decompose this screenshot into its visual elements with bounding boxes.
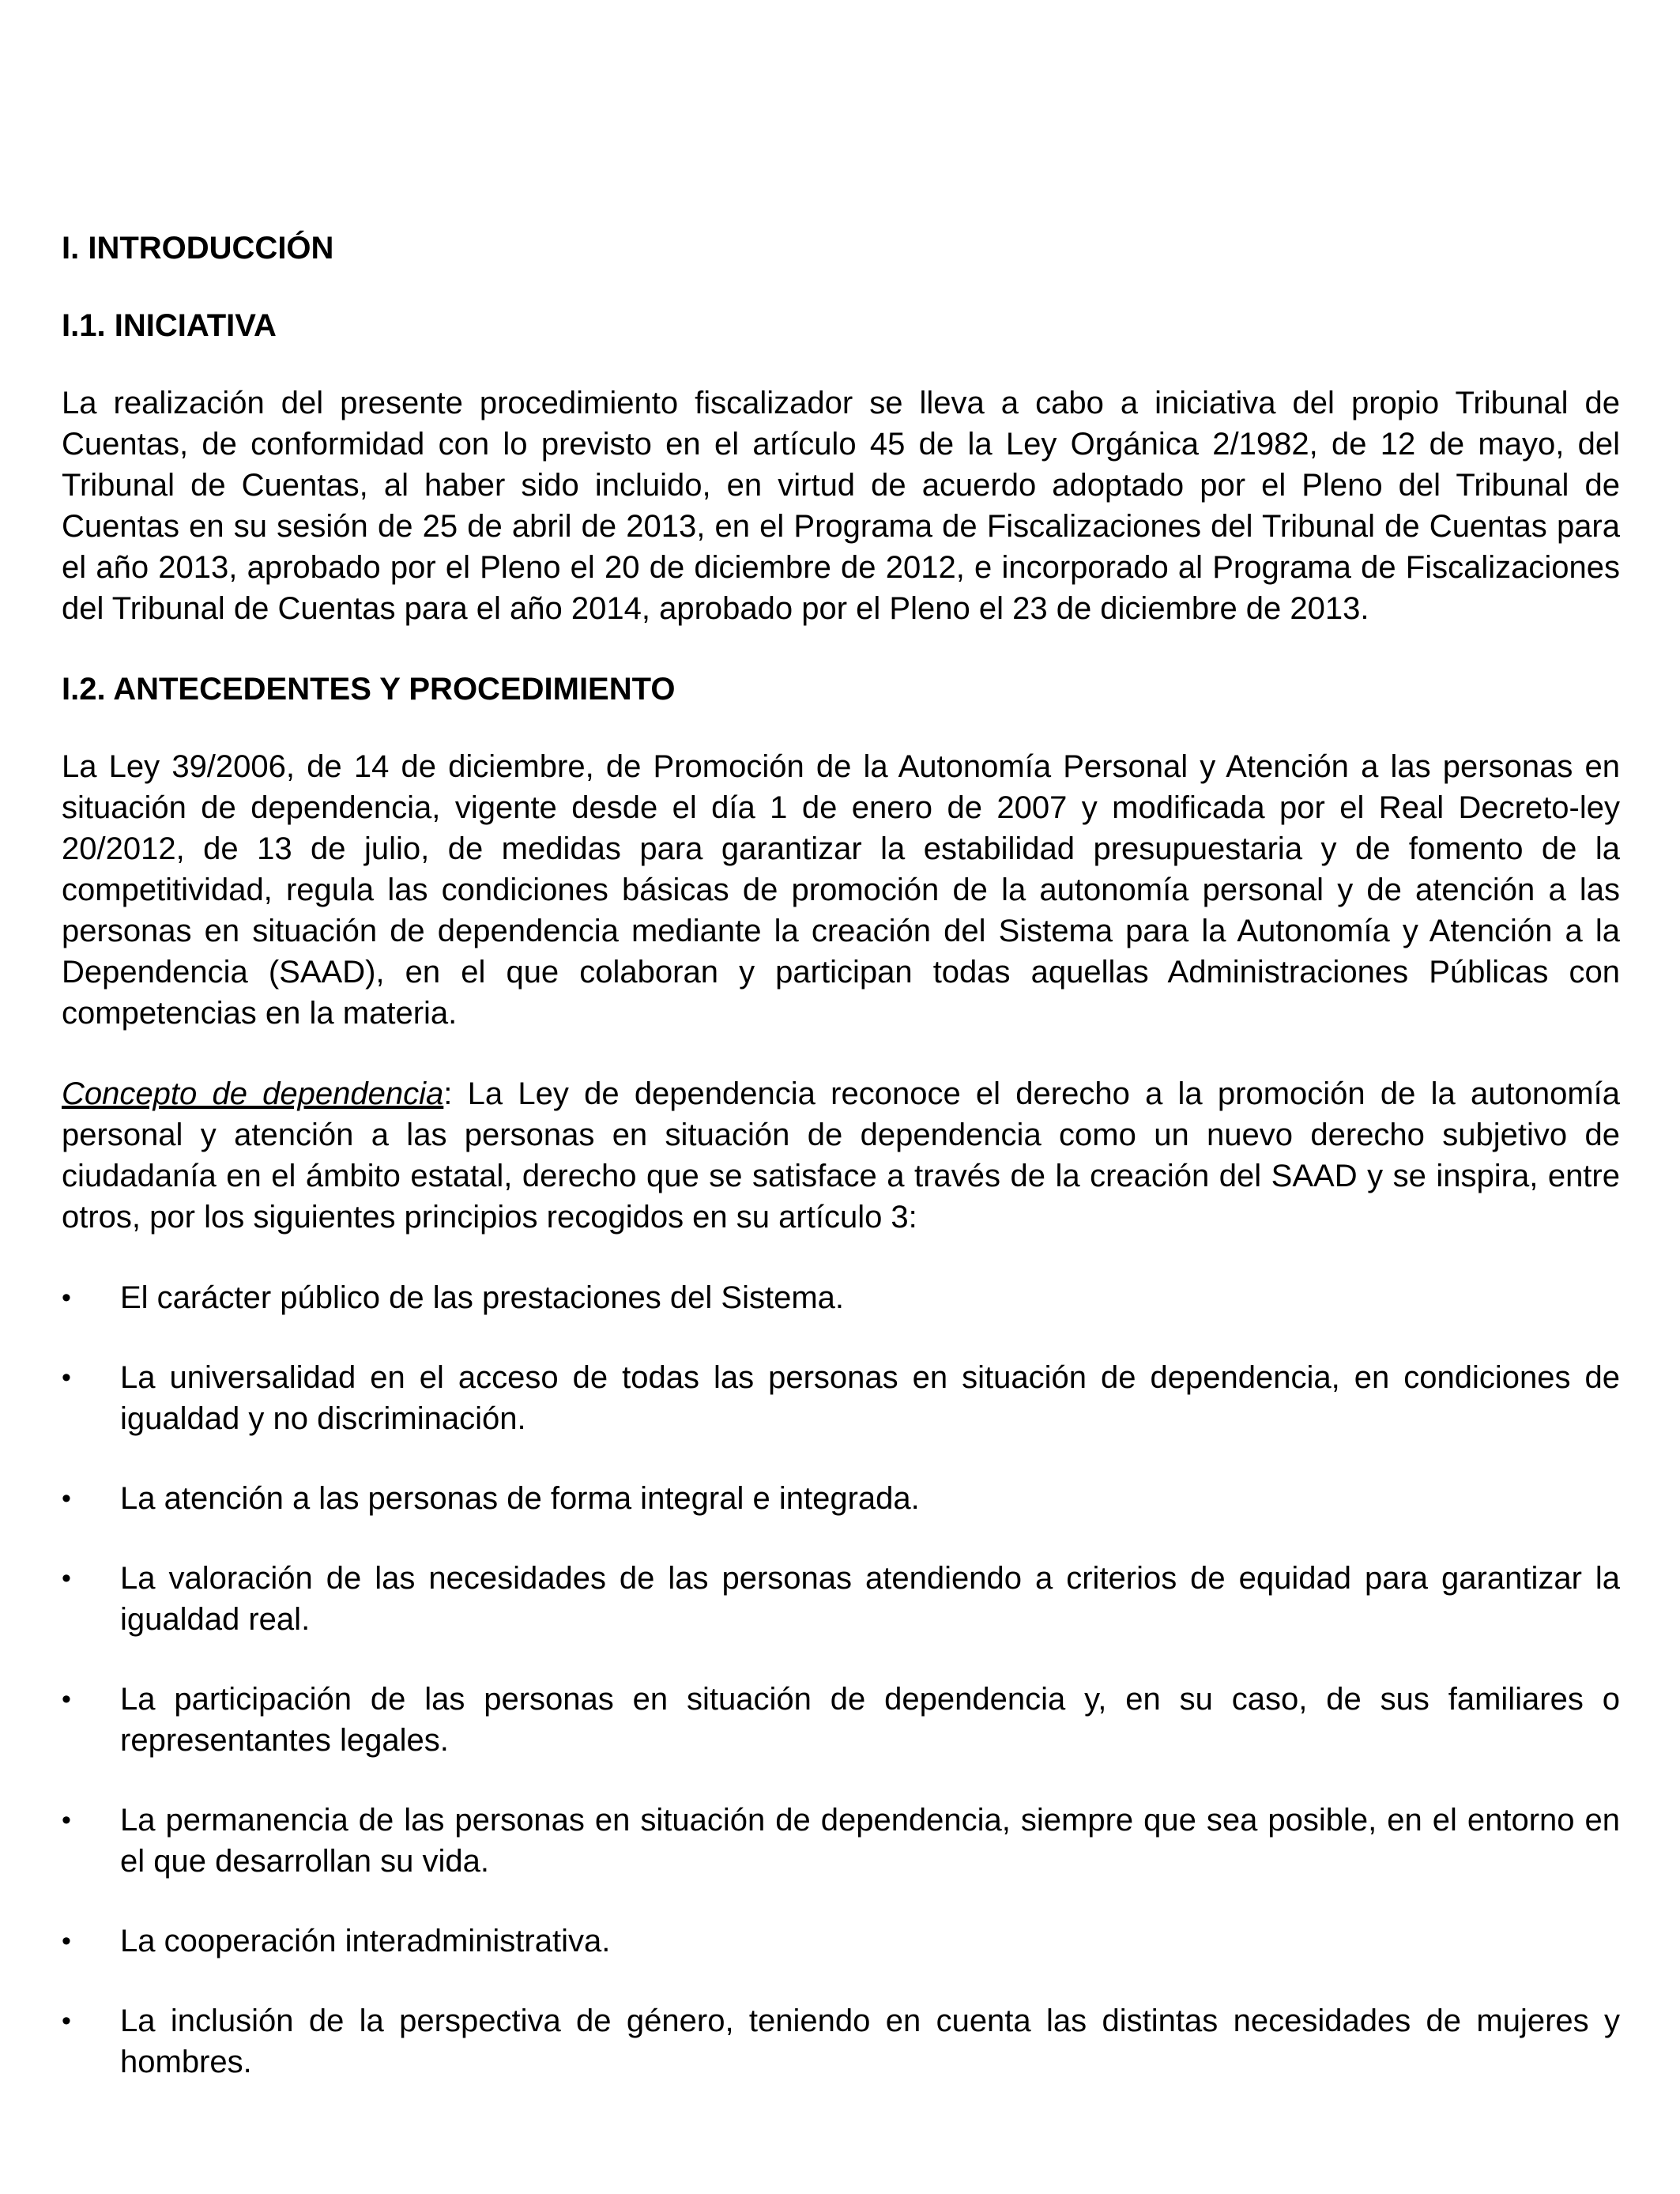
concept-label: Concepto de dependencia — [62, 1076, 444, 1111]
bullet-icon: • — [62, 1805, 71, 1835]
bullet-icon: • — [62, 1684, 71, 1714]
principle-text: La participación de las personas en situación de dependencia y, en su caso, de sus familiares o representantes legales. — [120, 1682, 1620, 1758]
bullet-icon: • — [62, 1926, 71, 1956]
concept-colon: : — [443, 1076, 453, 1111]
list-item — [62, 1921, 1620, 1962]
heading-iniciativa: I.1. INICIATIVA — [62, 308, 277, 343]
concept-text: La Ley de dependencia reconoce el derecho a la promoción de la autonomía personal y atención a las personas en situación de dependencia como un nuevo derecho subjetivo de ciudadanía en el ámbito estatal, derecho que se satisface a través de la creación del SAAD y se inspira, entre otros, por los siguientes principios recogidos en su artículo 3: — [62, 1076, 1620, 1235]
principle-text: El carácter público de las prestaciones del Sistema. — [120, 1280, 845, 1315]
paragraph-concepto-dependencia — [62, 1073, 1620, 1238]
heading-antecedentes: I.2. ANTECEDENTES Y PROCEDIMIENTO — [62, 672, 676, 707]
paragraph-iniciativa: La realización del presente procedimiento fiscalizador se lleva a cabo a iniciativa del propio Tribunal de Cuentas, de conformidad con lo previsto en el artículo 45 de la Ley Orgánica 2/1982, de 12 de mayo, del Tribunal de Cuentas, al haber sido incluido, en virtud de acuerdo adoptado por el Pleno del Tribunal de Cuentas en su sesión de 25 de abril de 2013, en el Programa de Fiscalizaciones del Tribunal de Cuentas para el año 2013, aprobado por el Pleno el 20 de diciembre de 2012, e incorporado al Programa de Fiscalizaciones del Tribunal de Cuentas para el año 2014, aprobado por el Pleno el 23 de diciembre de 2013. — [62, 386, 1620, 626]
list-item — [62, 2000, 1620, 2083]
bullet-icon: • — [62, 1363, 71, 1393]
list-item — [62, 1558, 1620, 1640]
heading-introduccion: I. INTRODUCCIÓN — [62, 231, 334, 266]
principle-text: La permanencia de las personas en situación de dependencia, siempre que sea posible, en el entorno en el que desarrollan su vida. — [120, 1803, 1620, 1879]
principle-text: La universalidad en el acceso de todas las personas en situación de dependencia, en condiciones de igualdad y no discriminación. — [120, 1360, 1620, 1436]
principle-text: La valoración de las necesidades de las personas atendiendo a criterios de equidad para garantizar la igualdad real. — [120, 1561, 1620, 1637]
principle-text: La cooperación interadministrativa. — [120, 1924, 611, 1958]
list-item — [62, 1679, 1620, 1761]
list-item — [62, 1277, 1620, 1318]
paragraph-antecedentes: La Ley 39/2006, de 14 de diciembre, de Promoción de la Autonomía Personal y Atención a las personas en situación de dependencia, vigente desde el día 1 de enero de 2007 y modificada por el Real Decreto-ley 20/2012, de 13 de julio, de medidas para garantizar la estabilidad presupuestaria y de fomento de la competitividad, regula las condiciones básicas de promoción de la autonomía personal y de atención a las personas en situación de dependencia mediante la creación del Sistema para la Autonomía y Atención a la Dependencia (SAAD), en el que colaboran y participan todas aquellas Administraciones Públicas con competencias en la materia. — [62, 749, 1620, 1031]
document-page — [62, 228, 1620, 2121]
list-item — [62, 1357, 1620, 1439]
principles-list — [62, 1277, 1620, 2083]
principle-text: La atención a las personas de forma integral e integrada. — [120, 1481, 920, 1516]
bullet-icon: • — [62, 2006, 71, 2036]
list-item — [62, 1800, 1620, 1882]
bullet-icon: • — [62, 1483, 71, 1514]
list-item — [62, 1478, 1620, 1519]
bullet-icon: • — [62, 1283, 71, 1313]
bullet-icon: • — [62, 1563, 71, 1593]
principle-text: La inclusión de la perspectiva de género, teniendo en cuenta las distintas necesidades de mujeres y hombres. — [120, 2004, 1620, 2079]
